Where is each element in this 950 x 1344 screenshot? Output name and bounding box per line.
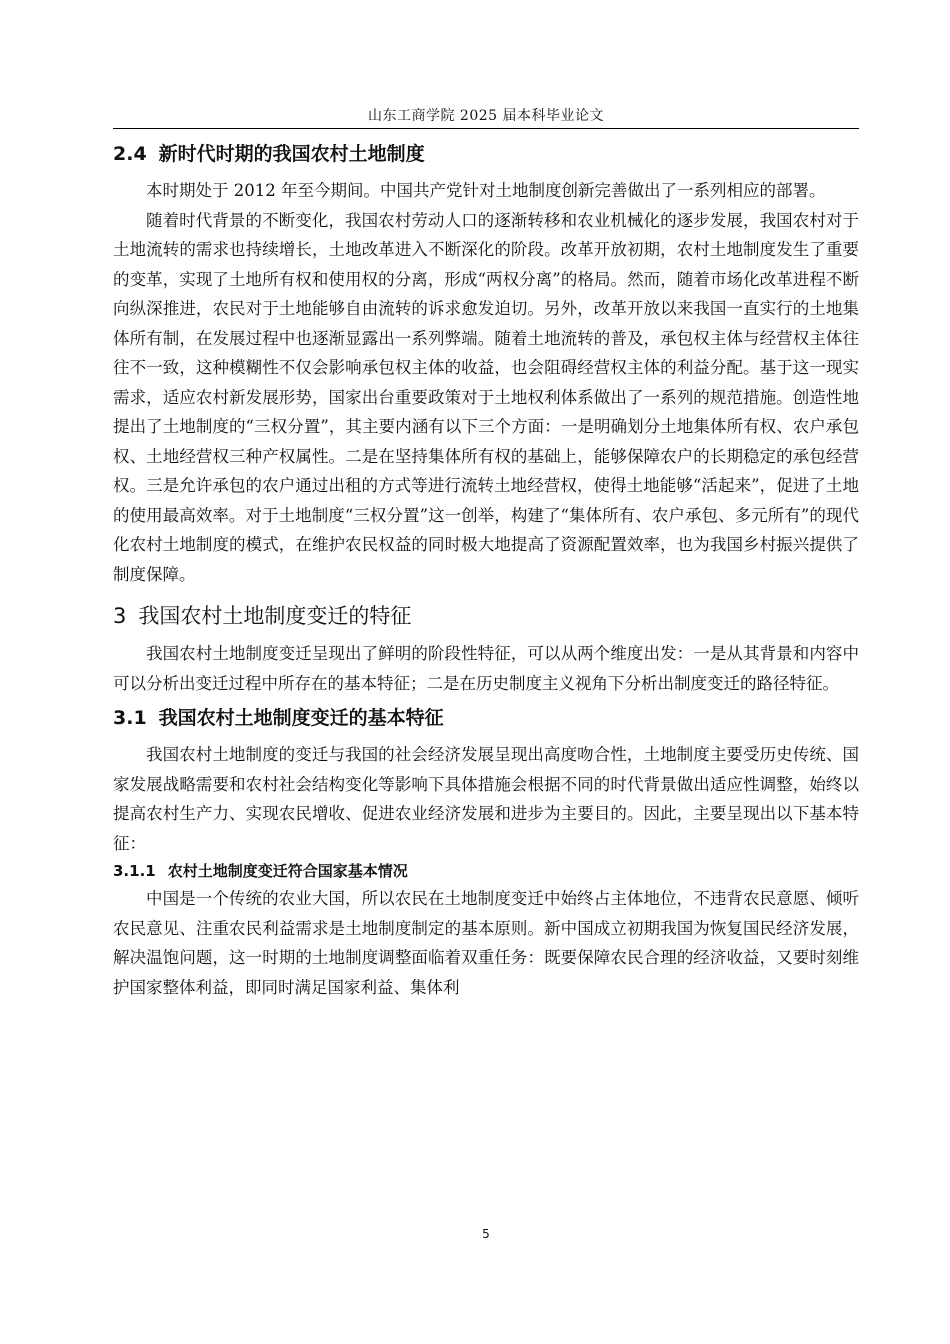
section-3-1-1-number: 3.1.1 (113, 862, 156, 880)
section-3-title: 我国农村土地制度变迁的特征 (138, 604, 412, 628)
page-body (113, 134, 859, 1002)
section-3-1-1-title: 农村土地制度变迁符合国家基本情况 (167, 862, 408, 880)
section-2-4-number: 2.4 (113, 143, 147, 165)
section-3-paragraph-1: 我国农村土地制度变迁呈现出了鲜明的阶段性特征，可以从两个维度出发：一是从其背景和内容中可以分析出变迁过程中所存在的基本特征；二是在历史制度主义视角下分析出制度变迁的路径特征。 (113, 644, 859, 693)
section-3-heading (113, 603, 859, 629)
section-2-4-title: 新时代时期的我国农村土地制度 (158, 143, 425, 165)
section-3-1-number: 3.1 (113, 707, 147, 729)
section-2-4-paragraph-1: 本时期处于 2012 年至今期间。中国共产党针对土地制度创新完善做出了一系列相应的部署。 (146, 181, 826, 200)
section-3-1-heading (113, 706, 859, 730)
section-2-4-heading (113, 142, 859, 166)
section-3-1-title: 我国农村土地制度变迁的基本特征 (158, 707, 444, 729)
running-header: 山东工商学院 2025 届本科毕业论文 (367, 108, 605, 124)
page-number: 5 (482, 1227, 490, 1241)
section-3-1-paragraph-1: 我国农村土地制度的变迁与我国的社会经济发展呈现出高度吻合性，土地制度主要受历史传统、国家发展战略需要和农村社会结构变化等影响下具体措施会根据不同的时代背景做出适应性调整，始终以提高农村生产力、实现农民增收、促进农业经济发展和进步为主要目的。因此，主要呈现出以下基本特征： (113, 745, 859, 853)
section-2-4-paragraph-2: 随着时代背景的不断变化，我国农村劳动人口的逐渐转移和农业机械化的逐步发展，我国农村对于土地流转的需求也持续增长，土地改革进入不断深化的阶段。改革开放初期，农村土地制度发生了重要的变革，实现了土地所有权和使用权的分离，形成“两权分离”的格局。然而，随着市场化改革进程不断向纵深推进，农民对于土地能够自由流转的诉求愈发迫切。另外，改革开放以来我国一直实行的土地集体所有制，在发展过程中也逐渐显露出一系列弊端。随着土地流转的普及，承包权主体与经营权主体往往不一致，这种模糊性不仅会影响承包权主体的收益，也会阻碍经营权主体的利益分配。基于这一现实需求，适应农村新发展形势，国家出台重要政策对于土地权利体系做出了一系列的规范措施。创造性地提出了土地制度的“三权分置”，其主要内涵有以下三个方面：一是明确划分土地集体所有权、农户承包权、土地经营权三种产权属性。二是在坚持集体所有权的基础上，能够保障农户的长期稳定的承包经营权。三是允许承包的农户通过出租的方式等进行流转土地经营权，使得土地能够“活起来”，促进了土地的使用最高效率。对于土地制度“三权分置”这一创举，构建了“集体所有、农户承包、多元所有”的现代化农村土地制度的模式，在维护农民权益的同时极大地提高了资源配置效率，也为我国乡村振兴提供了制度保障。 (113, 210, 859, 584)
section-3-number: 3 (113, 604, 127, 628)
section-3-1-1-heading (113, 860, 859, 882)
section-3-1-1-paragraph-1: 中国是一个传统的农业大国，所以农民在土地制度变迁中始终占主体地位，不违背农民意愿、倾听农民意见、注重农民利益需求是土地制度制定的基本原则。新中国成立初期我国为恢复国民经济发展，解决温饱问题，这一时期的土地制度调整面临着双重任务：既要保障农民合理的经济收益，又要时刻维护国家整体利益，即同时满足国家利益、集体利 (113, 889, 859, 997)
header-rule (113, 128, 859, 129)
